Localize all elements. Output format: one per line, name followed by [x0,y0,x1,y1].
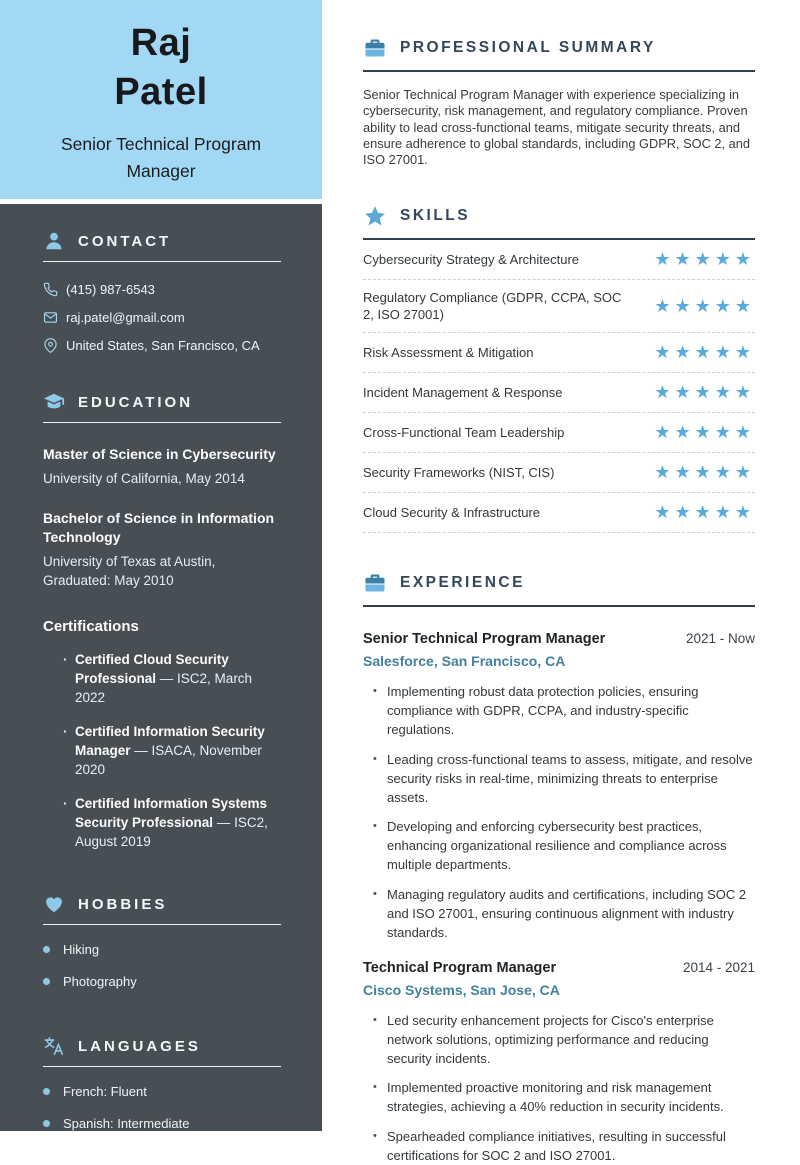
briefcase-icon [363,36,387,60]
certification-item: · Certified Cloud Security Professional — ISC2, March 2022 [63,650,281,707]
job-bullet: • Implementing robust data protection policies, ensuring compliance with GDPR, CCPA, and industry-specific regulations. [373,682,755,739]
job-bullet-list [363,1011,755,1165]
bullet-dot [43,978,50,985]
contact-item-phone [43,282,281,297]
graduation-cap-icon [43,391,65,413]
experience-rule [363,605,755,607]
skill-row: Cybersecurity Strategy & Architecture ★★★★★ [363,240,755,280]
certification-item: · Certified Information Systems Security Professional — ISC2, August 2019 [63,794,281,851]
job-entry [363,960,755,1165]
experience-heading: EXPERIENCE [400,574,525,592]
main-column [322,0,800,1163]
location-pin-icon [43,338,58,353]
skill-row: Cloud Security & Infrastructure ★★★★★ [363,493,755,533]
education-heading-row [43,391,281,413]
candidate-name: Raj Patel [114,22,208,114]
star-icon [363,204,387,228]
job-entry [363,631,755,942]
sidebar-body [0,204,322,1131]
translate-icon [43,1035,65,1057]
summary-rule [363,70,755,72]
job-dates: 2014 - 2021 [682,959,755,975]
contact-section [43,230,281,353]
summary-section [363,36,755,168]
job-company: Salesforce, San Francisco, CA [363,653,566,670]
bullet-dot [43,946,50,953]
skill-row: Incident Management & Response ★★★★★ [363,373,755,413]
location-value: United States, San Francisco, CA [66,338,260,353]
job-title: Senior Technical Program Manager [363,631,606,648]
education-section [43,391,281,851]
hobby-item: Photography [43,974,281,989]
job-bullet: • Leading cross-functional teams to assess, mitigate, and resolve security risks in real-time, minimizing threats to enterprise assets. [373,750,755,807]
job-company: Cisco Systems, San Jose, CA [363,981,560,998]
sidebar [0,0,322,1131]
job-dates: 2021 - Now [685,631,755,647]
phone-icon [43,282,58,297]
job-bullet: • Managing regulatory audits and certifications, including SOC 2 and ISO 27001, ensuring continuous alignment with industry standards. [373,885,755,942]
hobbies-section [43,893,281,989]
star-rating: ★★★★★ [654,502,755,523]
hobbies-heading: HOBBIES [78,895,168,913]
education-rule [43,422,281,423]
identity-block [0,0,322,199]
contact-item-email [43,310,281,325]
languages-heading: LANGUAGES [78,1037,201,1055]
user-icon [43,230,65,252]
star-rating: ★★★★★ [654,295,755,316]
job-title-row [363,631,755,647]
candidate-title: Senior Technical Program Manager [60,134,262,182]
skills-section [363,204,755,533]
job-bullet: • Spearheaded compliance initiatives, resulting in successful certifications for SOC 2 and ISO 27001. [373,1127,755,1165]
experience-section [363,571,755,1165]
envelope-icon [43,310,58,325]
bullet-dot [43,1120,50,1127]
contact-item-location [43,338,281,353]
education-heading: EDUCATION [78,393,194,411]
hobby-item: Hiking [43,942,281,957]
job-bullet: • Led security enhancement projects for Cisco's enterprise network solutions, optimizing performance and reducing security incidents. [373,1011,755,1068]
contact-heading: CONTACT [78,232,172,250]
summary-heading-row [363,36,755,60]
certifications-heading: Certifications [43,618,139,635]
star-rating: ★★★★★ [654,249,755,270]
star-rating: ★★★★★ [654,342,755,363]
experience-heading-row [363,571,755,595]
summary-paragraph: Senior Technical Program Manager with experience specializing in cybersecurity, risk management, and regulatory compliance. Proven ability to lead cross-functional teams, mitigate security threats, and ensure adherence to global standards, including GDPR, SOC 2, and ISO 27001. [363,87,750,168]
skill-row: Security Frameworks (NIST, CIS) ★★★★★ [363,453,755,493]
job-bullet: • Implemented proactive monitoring and risk management strategies, achieving a 40% reduction in security incidents. [373,1078,755,1116]
contact-rule [43,261,281,262]
degree-title: Bachelor of Science in Information Technology [43,510,275,545]
briefcase-icon [363,571,387,595]
job-title-row [363,960,755,976]
summary-heading: PROFESSIONAL SUMMARY [400,39,656,56]
languages-heading-row [43,1035,281,1057]
degree-details: University of California, May 2014 [43,471,245,486]
skills-heading-row [363,204,755,228]
hobbies-rule [43,924,281,925]
bullet-dot [43,1088,50,1095]
languages-rule [43,1066,281,1067]
language-item: French: Fluent [43,1084,281,1099]
star-rating: ★★★★★ [654,462,755,483]
skill-row: Risk Assessment & Mitigation ★★★★★ [363,333,755,373]
heart-icon [43,893,65,915]
job-bullet-list [363,682,755,942]
degree-details: University of Texas at Austin, Graduated: May 2010 [43,554,216,588]
star-rating: ★★★★★ [654,422,755,443]
star-rating: ★★★★★ [654,382,755,403]
degree-title: Master of Science in Cybersecurity [43,446,276,462]
languages-section [43,1035,281,1131]
phone-value: (415) 987-6543 [66,282,155,297]
certification-item: · Certified Information Security Manager — ISACA, November 2020 [63,722,281,779]
email-value: raj.patel@gmail.com [66,310,185,325]
contact-heading-row [43,230,281,252]
skill-row: Cross-Functional Team Leadership ★★★★★ [363,413,755,453]
job-title: Technical Program Manager [363,959,557,976]
skills-heading: SKILLS [400,207,471,225]
skill-row: Regulatory Compliance (GDPR, CCPA, SOC 2, ISO 27001) ★★★★★ [363,280,755,333]
job-bullet: • Developing and enforcing cybersecurity best practices, enhancing organizational resilience and compliance across multiple departments. [373,817,755,874]
hobbies-heading-row [43,893,281,915]
contact-list [43,282,281,353]
language-item: Spanish: Intermediate [43,1116,281,1131]
